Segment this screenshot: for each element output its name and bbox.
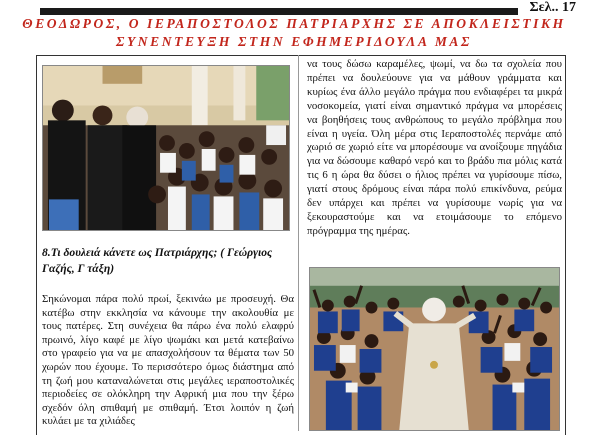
photo-patriarch-schoolchildren — [42, 65, 290, 231]
answer-text-right: να τους δώσω καραμέλες, ψωμί, να δω τα σχολεία που πρέπει να δουλεύουνε για να μάθουν γράμματα και κυρίως ένα άλλο μεγάλο πράγμα που ενδιαφέρει τα μικρά νοσοκομεία, γιατί είναι σημαντικό πράγμα να μπορέσεις να βοηθήσεις τους ανθρώπους το μεγάλο πρόβλημα που είναι η υγεία. Όλη μέρα στις Ιεραποστολές περνάμε από χωριό σε χωριό είτε να μπορέσουμε να ανοίξουμε πηγάδια για να δώσουμε καθαρό νερό και το βράδυ πια μόλις κατά τις 6 η ώρα θα δύσει ο ήλιος πρέπει να γυρίσουμε πίσω, γιατί στους δρόμους είναι πάρα πολύ επικίνδυνα, ρεύμα δεν υπάρχει και πρέπει να γυρίσουμε νωρίς για να ξεκουραστούμε και να ετοιμάσουμε το επόμενο πρόγραμμα της ημέρας. — [307, 58, 562, 237]
header-rule — [40, 8, 518, 15]
headline-line-1: ΘΕΟΔΩΡΟΣ, Ο ΙΕΡΑΠΟΣΤΟΛΟΣ ΠΑΤΡΙΑΡΧΗΣ ΣΕ ΑΠΟΚΛΕΙΣΤΙΚΗ — [22, 16, 566, 31]
column-divider — [298, 55, 299, 431]
photo-patriarch-children-outdoors — [309, 267, 560, 431]
page-number: Σελ.. 17 — [529, 0, 576, 15]
headline-line-2: ΣΥΝΕΝΤΕΥΞΗ ΣΤΗΝ ΕΦΗΜΕΡΙΔΟΥΛΑ ΜΑΣ — [116, 34, 472, 49]
answer-text-left: Σηκώνομαι πάρα πολύ πρωί, ξεκινάω με προσευχή. Θα κατέβω στην εκκλησία να κάνουμε την ακολουθία με τους πατέρες. Στη συνέχεια θα πάρω ένα πολύ ελαφρύ πρωινό, λίγο καφέ με λίγο ψωμάκι και μετά κατεβαίνω στο γραφείο για να με απασχολήσουν τα θέματα των 50 χωρών που έχουμε. Το περισσότερο όμως διάστημα από τη ζωή μου καταναλώνεται στις μεγάλες ιεραποστολικές περιοδείες σε ολόκληρη την Αφρική μια που την ξέρω σχεδόν όλη σπιθαμή με σπιθαμή. Έτσι λοιπόν η ζωή κυλάει με τα χιλιάδες — [42, 293, 294, 428]
interview-question: 8.Τι δουλειά κάνετε ως Πατριάρχης; ( Γεώργιος Γαζής, Γ τάξη) — [42, 246, 273, 275]
